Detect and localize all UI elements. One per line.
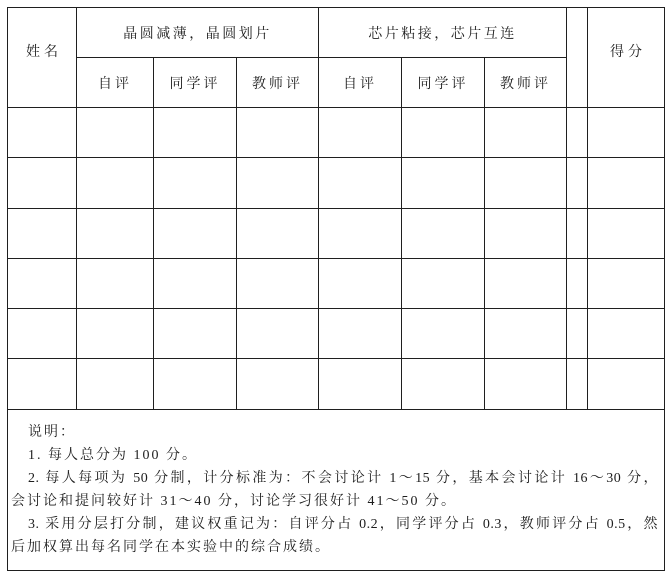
sub-header-teacher-eval: 教师评 xyxy=(237,58,319,108)
chip-self-eval-cell xyxy=(319,108,402,158)
table-row xyxy=(8,158,665,209)
table-row xyxy=(8,108,665,158)
header-row-subheaders xyxy=(8,58,665,108)
notes-heading: 说明： xyxy=(28,425,76,440)
name-cell xyxy=(8,158,77,209)
wafer-self-eval-cell xyxy=(77,209,154,259)
wafer-peer-eval-cell xyxy=(154,158,237,209)
group-header-wafer-thinning-dicing: 晶圆减薄，晶圆划片 xyxy=(77,8,319,58)
name-cell xyxy=(8,359,77,410)
note-line: 1. 每人总分为 100 分。 xyxy=(28,448,198,463)
name-cell xyxy=(8,108,77,158)
table-row xyxy=(8,309,665,359)
wafer-teacher-eval-cell xyxy=(237,108,319,158)
wafer-peer-eval-cell xyxy=(154,309,237,359)
chip-self-eval-cell xyxy=(319,259,402,309)
note-line: 后加权算出每名同学在本实验中的综合成绩。 xyxy=(11,540,331,555)
wafer-peer-eval-cell xyxy=(154,209,237,259)
sub-header-self-eval: 自评 xyxy=(77,58,154,108)
evaluation-table xyxy=(7,7,665,571)
wafer-peer-eval-cell xyxy=(154,359,237,410)
blank-cell xyxy=(567,108,588,158)
table-body xyxy=(8,108,665,410)
header-row-groups xyxy=(8,8,665,58)
score-cell xyxy=(588,359,665,410)
chip-teacher-eval-cell xyxy=(485,309,567,359)
chip-peer-eval-cell xyxy=(402,209,485,259)
chip-peer-eval-cell xyxy=(402,108,485,158)
wafer-self-eval-cell xyxy=(77,309,154,359)
wafer-self-eval-cell xyxy=(77,158,154,209)
blank-cell xyxy=(567,209,588,259)
blank-cell xyxy=(567,158,588,209)
name-cell xyxy=(8,259,77,309)
name-cell xyxy=(8,209,77,259)
blank-cell xyxy=(567,309,588,359)
score-cell xyxy=(588,108,665,158)
chip-teacher-eval-cell xyxy=(485,259,567,309)
evaluation-sheet xyxy=(7,7,665,571)
wafer-peer-eval-cell xyxy=(154,108,237,158)
notes-body xyxy=(8,410,665,571)
blank-cell xyxy=(567,359,588,410)
chip-self-eval-cell xyxy=(319,158,402,209)
chip-self-eval-cell xyxy=(319,209,402,259)
wafer-teacher-eval-cell xyxy=(237,259,319,309)
name-cell xyxy=(8,309,77,359)
wafer-self-eval-cell xyxy=(77,108,154,158)
score-cell xyxy=(588,309,665,359)
note-line: 会讨论和提问较好计 31～40 分，讨论学习很好计 41～50 分。 xyxy=(11,494,457,509)
chip-teacher-eval-cell xyxy=(485,108,567,158)
table-row xyxy=(8,259,665,309)
note-item xyxy=(11,467,658,513)
table-header xyxy=(8,8,665,108)
chip-peer-eval-cell xyxy=(402,259,485,309)
wafer-teacher-eval-cell xyxy=(237,309,319,359)
table-row xyxy=(8,209,665,259)
notes-section xyxy=(8,410,665,571)
notes-row xyxy=(8,410,665,571)
note-line: 3. 采用分层打分制，建议权重记为：自评分占 0.2，同学评分占 0.3，教师评分占 0.5，然 xyxy=(28,517,659,532)
wafer-self-eval-cell xyxy=(77,259,154,309)
sub-header-peer-eval: 同学评 xyxy=(154,58,237,108)
name-header: 姓名 xyxy=(8,8,77,108)
wafer-teacher-eval-cell xyxy=(237,209,319,259)
chip-self-eval-cell xyxy=(319,359,402,410)
chip-peer-eval-cell xyxy=(402,359,485,410)
chip-teacher-eval-cell xyxy=(485,209,567,259)
note-line: 2. 每人每项为 50 分制，计分标准为：不会讨论计 1～15 分，基本会讨论计 16～30 分， xyxy=(28,471,659,486)
group-header-die-bonding-interconnect: 芯片粘接，芯片互连 xyxy=(319,8,567,58)
note-item xyxy=(11,513,658,559)
table-row xyxy=(8,359,665,410)
wafer-peer-eval-cell xyxy=(154,259,237,309)
blank-column-header xyxy=(567,8,588,108)
sub-header-self-eval: 自评 xyxy=(319,58,402,108)
score-cell xyxy=(588,158,665,209)
wafer-teacher-eval-cell xyxy=(237,158,319,209)
score-cell xyxy=(588,259,665,309)
sub-header-teacher-eval: 教师评 xyxy=(485,58,567,108)
chip-self-eval-cell xyxy=(319,309,402,359)
chip-peer-eval-cell xyxy=(402,309,485,359)
note-item xyxy=(11,444,658,467)
chip-teacher-eval-cell xyxy=(485,158,567,209)
sub-header-peer-eval: 同学评 xyxy=(402,58,485,108)
wafer-self-eval-cell xyxy=(77,359,154,410)
blank-cell xyxy=(567,259,588,309)
wafer-teacher-eval-cell xyxy=(237,359,319,410)
score-header: 得分 xyxy=(588,8,665,108)
score-cell xyxy=(588,209,665,259)
chip-peer-eval-cell xyxy=(402,158,485,209)
chip-teacher-eval-cell xyxy=(485,359,567,410)
